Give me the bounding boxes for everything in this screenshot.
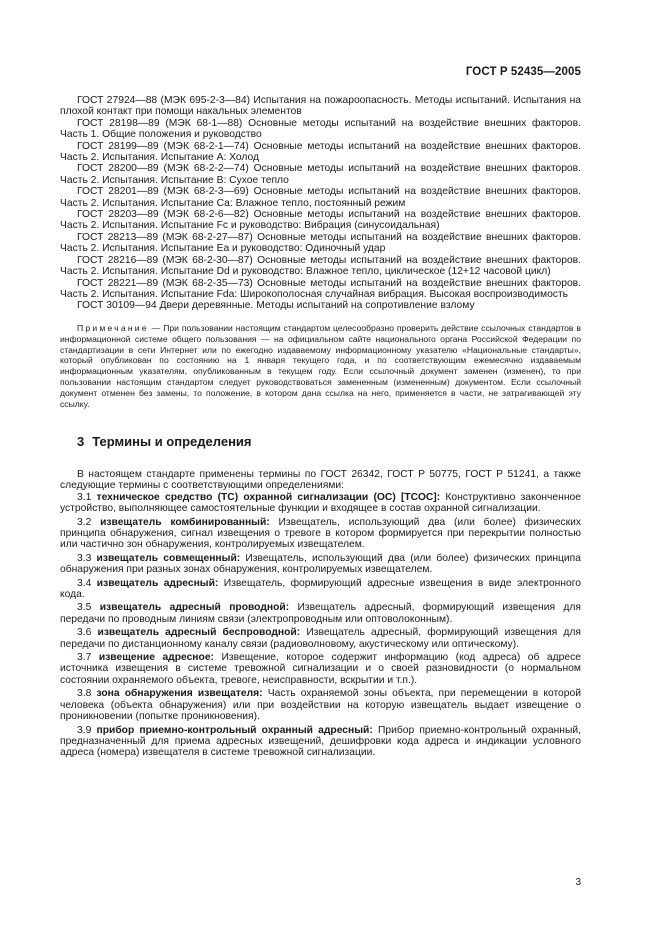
- term-definition: [60, 725, 581, 759]
- term-number: 3.7: [77, 652, 92, 664]
- term-text: Прибор приемно-контрольный охранный, предназначенный для приема адресных извещений, дешифровки кода адреса и индикации условного адреса (номера) извещателя в системе тревожной сигнализации.: [60, 724, 581, 759]
- standard-reference: ГОСТ 28200—89 (МЭК 68-2-2—74) Основные методы испытаний на воздействие внешних факторов. Часть 2. Испытания. Испытание В: Сухое тепло: [60, 163, 581, 186]
- terms-list: [60, 492, 581, 759]
- page-number: 3: [575, 877, 581, 888]
- standard-reference: ГОСТ 28201—89 (МЭК 68-2-3—69) Основные методы испытаний на воздействие внешних факторов. Часть 2. Испытания. Испытание Са: Влажное тепло, постоянный режим: [60, 186, 581, 209]
- note-paragraph: [60, 323, 581, 410]
- term-text: Извещатель, использующий два (или более) физических принципа обнаружения при разных зонах обнаружения, контролируемых извещателем.: [60, 552, 581, 576]
- term-text: Извещатель адресный, формирующий извещения для передачи по дистанционному каналу связи (радиоволновому, акустическому или оптическому).: [60, 627, 581, 650]
- term-name: зона обнаружения извещателя:: [96, 688, 263, 700]
- standard-reference: ГОСТ 30109—94 Двери деревянные. Методы испытаний на сопротивление взлому: [77, 300, 475, 312]
- term-text: Извещатель, формирующий адресные извещения в виде электронного кода.: [60, 577, 581, 601]
- document-header: ГОСТ Р 52435—2005: [465, 66, 581, 78]
- standard-reference: ГОСТ 28221—89 (МЭК 68-2-35—73) Основные методы испытаний на воздействие внешних факторов. Часть 2. Испытания. Испытание Fda: Широкополосная случайная вибрация. Высокая воспроизводимость: [60, 277, 581, 300]
- term-definition: [60, 517, 581, 551]
- term-number: 3.1: [77, 491, 92, 503]
- term-definition: [60, 602, 581, 625]
- note-label: Примечание: [77, 322, 149, 333]
- section-title: Термины и определения: [92, 433, 252, 449]
- term-text: Извещение, которое содержит информацию (код адреса) об адресе источника извещения в системе тревожной сигнализации и о своей разновидности (о нормальном состоянии охраняемого объекта, тревоге, неисправности, вскрытии и т.п.).: [60, 652, 581, 686]
- standard-reference: ГОСТ 27924—88 (МЭК 695-2-3—84) Испытания на пожароопасность. Методы испытаний. Испытания на плохой контакт при помощи накальных элементов: [60, 95, 581, 118]
- term-text: Извещатель адресный, формирующий извещения для передачи по проводным линиям связи (электропроводным или оптоволоконным).: [60, 602, 581, 625]
- term-definition: [60, 578, 581, 601]
- standard-reference: ГОСТ 28216—89 (МЭК 68-2-30—87) Основные методы испытаний на воздействие внешних факторов. Часть 2. Испытания. Испытание Dd и руководство: Влажное тепло, циклическое (12+12 часовой цикл): [60, 254, 581, 278]
- term-number: 3.2: [77, 516, 92, 528]
- term-definition: [60, 627, 581, 650]
- standard-reference: ГОСТ 28198—89 (МЭК 68-1—88) Основные методы испытаний на воздействие внешних факторов. Часть 1. Общие положения и руководство: [60, 117, 581, 141]
- term-name: извещатель адресный проводной:: [99, 602, 290, 614]
- term-name: извещение адресное:: [98, 652, 214, 664]
- term-definition: [60, 688, 581, 722]
- term-number: 3.3: [77, 552, 92, 564]
- term-name: извещатель совмещенный:: [96, 552, 241, 564]
- note-text: — При пользовании настоящим стандартом целесообразно проверить действие ссылочных стандартов в информационной системе общего пользования — на официальном сайте национального органа Российской Федерации по стандартизации в сети Интернет или по ежегодно издаваемому информационному указателю «Национальные стандарты», который опубликован по состоянию на 1 января текущего года, и по соответствующим ежемесячно издаваемым информационным указателям, опубликованным в текущем году. Если ссылочный документ заменен (изменен), то при пользовании настоящим стандартом следует руководствоваться замененным (измененным) документом. Если ссылочный документ отменен без замены, то положение, в котором дана ссылка на него, применяется в части, не затрагивающей эту ссылку.: [60, 322, 581, 410]
- term-number: 3.4: [77, 577, 92, 589]
- term-name: прибор приемно-контрольный охранный адресный:: [96, 724, 373, 736]
- term-text: Извещатель, использующий два (или более) физических принципа обнаружения, сигнал извещения о тревоге в котором формируется при перекрытии полностью или частично зон обнаружения, контролируемых извещателем.: [60, 516, 581, 551]
- intro-paragraph: В настоящем стандарте применены термины по ГОСТ 26342, ГОСТ Р 50775, ГОСТ Р 51241, а также следующие термины с соответствующими определениями:: [60, 468, 581, 492]
- term-name: извещатель адресный беспроводной:: [97, 627, 301, 639]
- term-number: 3.9: [77, 724, 92, 736]
- standard-reference: ГОСТ 28199—89 (МЭК 68-2-1—74) Основные методы испытаний на воздействие внешних факторов. Часть 2. Испытания. Испытание А: Холод: [60, 140, 581, 164]
- standards-list: [60, 95, 581, 312]
- term-definition: [60, 652, 581, 686]
- document-body: [60, 95, 581, 759]
- term-text: Конструктивно законченное устройство, выполняющее самостоятельные функции и входящее в состав охранной сигнализации.: [60, 491, 581, 515]
- standard-reference: ГОСТ 28213—89 (МЭК 68-2-27—87) Основные методы испытаний на воздействие внешних факторов. Часть 2. Испытания. Испытание Еа и руководство: Одиночный удар: [60, 231, 581, 255]
- term-name: извещатель адресный:: [96, 577, 219, 589]
- term-number: 3.5: [77, 602, 92, 614]
- term-name: извещатель комбинированный:: [100, 516, 270, 528]
- term-definition: [60, 553, 581, 576]
- standard-reference: ГОСТ 28203—89 (МЭК 68-2-6—82) Основные методы испытаний на воздействие внешних факторов. Часть 2. Испытания. Испытание Fc и руководство: Вибрация (синусоидальная): [60, 209, 581, 232]
- term-text: Часть охраняемой зоны объекта, при перемещении в которой человека (объекта обнаружения) или при воздействии на которую извещатель выдает извещение о проникновении (попытке проникновения).: [60, 688, 581, 723]
- section-number: 3: [77, 433, 85, 449]
- section-heading: [77, 434, 581, 450]
- term-number: 3.8: [77, 688, 92, 700]
- term-number: 3.6: [77, 627, 92, 639]
- term-name: техническое средство (ТС) охранной сигнализации (ОС) [ТСОС]:: [96, 491, 441, 503]
- term-definition: [60, 492, 581, 515]
